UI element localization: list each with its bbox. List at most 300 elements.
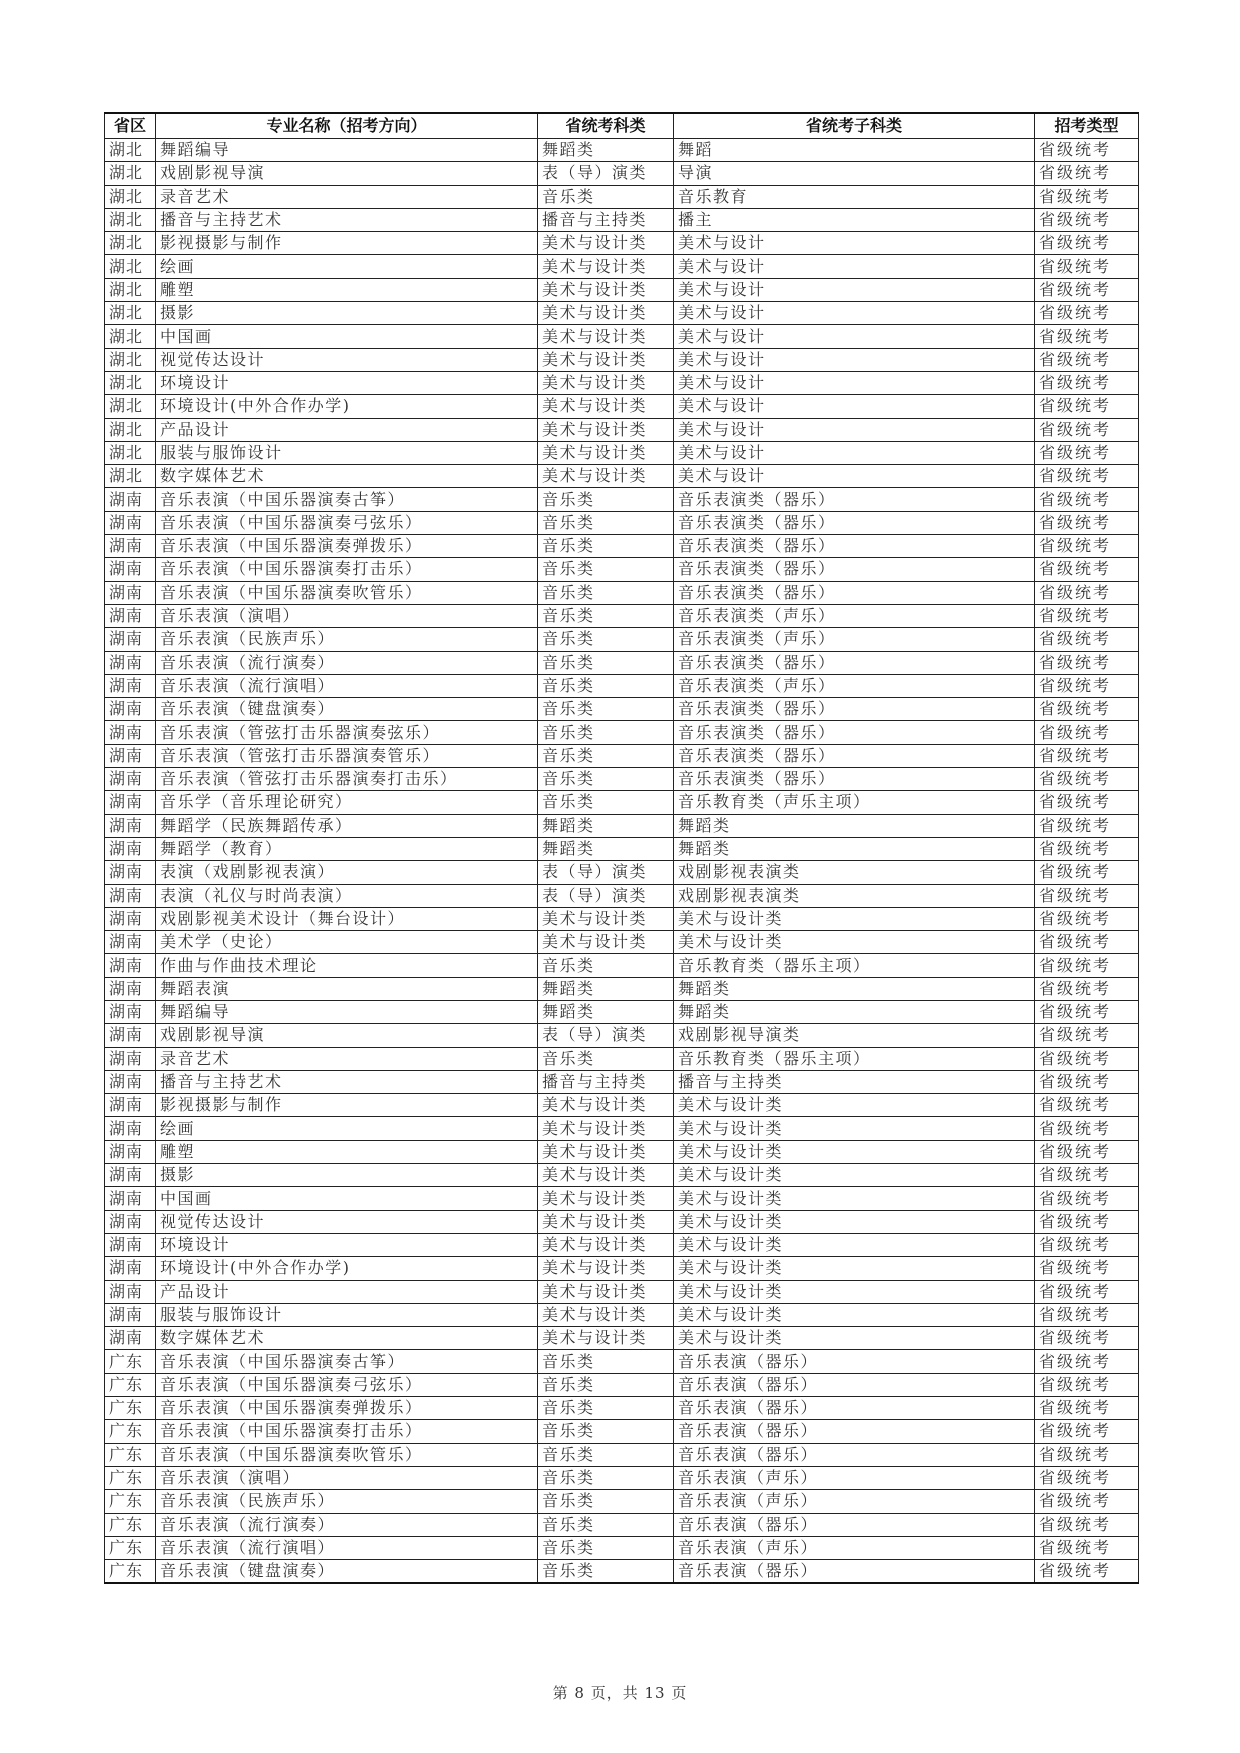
cell-admission-type: 省级统考 [1035,628,1139,651]
cell-exam-subcategory: 音乐表演类（声乐） [674,628,1035,651]
cell-exam-subcategory: 美术与设计 [674,418,1035,441]
cell-province: 湖北 [105,325,156,348]
cell-major: 音乐表演（民族声乐） [156,1490,538,1513]
table-row [105,954,1139,977]
cell-admission-type: 省级统考 [1035,1140,1139,1163]
cell-exam-category: 音乐类 [538,1397,674,1420]
cell-admission-type: 省级统考 [1035,768,1139,791]
table-row [105,1513,1139,1536]
table-row [105,139,1139,162]
table-row [105,1094,1139,1117]
table-row [105,1443,1139,1466]
table-row [105,441,1139,464]
cell-exam-subcategory: 美术与设计类 [674,1140,1035,1163]
cell-major: 音乐表演（中国乐器演奏弓弦乐） [156,511,538,534]
cell-admission-type: 省级统考 [1035,511,1139,534]
cell-major: 音乐表演（键盘演奏） [156,698,538,721]
table-row [105,1280,1139,1303]
cell-exam-subcategory: 音乐表演类（器乐） [674,511,1035,534]
table-row [105,395,1139,418]
cell-exam-subcategory: 音乐表演类（声乐） [674,674,1035,697]
cell-exam-subcategory: 美术与设计 [674,325,1035,348]
cell-province: 湖南 [105,1187,156,1210]
cell-major: 音乐表演（中国乐器演奏打击乐） [156,1420,538,1443]
cell-province: 湖北 [105,278,156,301]
table-row [105,628,1139,651]
cell-admission-type: 省级统考 [1035,651,1139,674]
cell-province: 湖南 [105,954,156,977]
cell-major: 录音艺术 [156,185,538,208]
cell-major: 音乐学（音乐理论研究） [156,791,538,814]
cell-province: 湖北 [105,395,156,418]
cell-exam-category: 美术与设计类 [538,441,674,464]
cell-exam-subcategory: 音乐教育类（声乐主项） [674,791,1035,814]
cell-province: 湖南 [105,1094,156,1117]
cell-province: 湖南 [105,1070,156,1093]
cell-exam-category: 播音与主持类 [538,1070,674,1093]
cell-admission-type: 省级统考 [1035,1443,1139,1466]
table-row [105,1164,1139,1187]
cell-exam-category: 音乐类 [538,1490,674,1513]
cell-exam-category: 音乐类 [538,1466,674,1489]
header-admission-type: 招考类型 [1035,113,1139,139]
table-row [105,1257,1139,1280]
table-row [105,768,1139,791]
cell-province: 湖南 [105,837,156,860]
cell-admission-type: 省级统考 [1035,931,1139,954]
cell-exam-subcategory: 美术与设计 [674,255,1035,278]
cell-admission-type: 省级统考 [1035,185,1139,208]
cell-exam-subcategory: 导演 [674,162,1035,185]
cell-province: 湖南 [105,674,156,697]
header-province: 省区 [105,113,156,139]
cell-admission-type: 省级统考 [1035,604,1139,627]
cell-admission-type: 省级统考 [1035,139,1139,162]
cell-exam-category: 美术与设计类 [538,325,674,348]
table-row [105,1303,1139,1326]
cell-exam-category: 音乐类 [538,558,674,581]
table-row [105,558,1139,581]
cell-exam-subcategory: 美术与设计类 [674,1327,1035,1350]
cell-major: 音乐表演（中国乐器演奏弹拨乐） [156,1397,538,1420]
cell-major: 戏剧影视美术设计（舞台设计） [156,907,538,930]
cell-province: 湖北 [105,418,156,441]
cell-exam-subcategory: 音乐表演（器乐） [674,1513,1035,1536]
cell-exam-subcategory: 舞蹈类 [674,814,1035,837]
cell-exam-category: 音乐类 [538,791,674,814]
table-row [105,1233,1139,1256]
cell-province: 湖北 [105,371,156,394]
table-row [105,1560,1139,1584]
table-row [105,208,1139,231]
cell-exam-subcategory: 美术与设计类 [674,1094,1035,1117]
cell-exam-subcategory: 戏剧影视表演类 [674,884,1035,907]
cell-exam-subcategory: 戏剧影视导演类 [674,1024,1035,1047]
cell-admission-type: 省级统考 [1035,1233,1139,1256]
table-row [105,791,1139,814]
cell-admission-type: 省级统考 [1035,558,1139,581]
cell-exam-category: 表（导）演类 [538,1024,674,1047]
table-row [105,1187,1139,1210]
cell-exam-subcategory: 美术与设计类 [674,1117,1035,1140]
table-row [105,1373,1139,1396]
table-row [105,1420,1139,1443]
cell-admission-type: 省级统考 [1035,977,1139,1000]
cell-major: 产品设计 [156,1280,538,1303]
cell-exam-category: 美术与设计类 [538,395,674,418]
cell-major: 中国画 [156,325,538,348]
cell-exam-subcategory: 美术与设计类 [674,931,1035,954]
cell-admission-type: 省级统考 [1035,1210,1139,1233]
cell-exam-category: 美术与设计类 [538,1164,674,1187]
cell-major: 音乐表演（中国乐器演奏打击乐） [156,558,538,581]
cell-exam-category: 美术与设计类 [538,907,674,930]
cell-exam-subcategory: 音乐表演类（器乐） [674,698,1035,721]
table-row [105,1350,1139,1373]
cell-province: 湖北 [105,185,156,208]
table-row [105,348,1139,371]
cell-province: 广东 [105,1560,156,1584]
cell-major: 舞蹈学（教育） [156,837,538,860]
cell-exam-category: 音乐类 [538,628,674,651]
cell-major: 影视摄影与制作 [156,232,538,255]
cell-major: 环境设计 [156,1233,538,1256]
table-row [105,581,1139,604]
cell-exam-subcategory: 美术与设计类 [674,1280,1035,1303]
cell-province: 湖北 [105,348,156,371]
table-row [105,1117,1139,1140]
cell-exam-category: 美术与设计类 [538,1094,674,1117]
cell-major: 环境设计 [156,371,538,394]
cell-major: 雕塑 [156,278,538,301]
cell-exam-subcategory: 音乐表演（器乐） [674,1560,1035,1584]
table-row [105,418,1139,441]
cell-province: 湖南 [105,1303,156,1326]
cell-exam-category: 舞蹈类 [538,1000,674,1023]
cell-exam-category: 美术与设计类 [538,1280,674,1303]
table-header-row [105,113,1139,139]
table-row [105,884,1139,907]
cell-exam-category: 音乐类 [538,721,674,744]
cell-province: 广东 [105,1490,156,1513]
cell-admission-type: 省级统考 [1035,907,1139,930]
cell-exam-subcategory: 音乐表演类（器乐） [674,558,1035,581]
cell-major: 环境设计(中外合作办学) [156,395,538,418]
cell-admission-type: 省级统考 [1035,535,1139,558]
cell-exam-subcategory: 音乐表演（声乐） [674,1466,1035,1489]
cell-major: 音乐表演（中国乐器演奏古筝） [156,1350,538,1373]
cell-admission-type: 省级统考 [1035,1094,1139,1117]
cell-province: 湖南 [105,977,156,1000]
cell-exam-subcategory: 美术与设计 [674,278,1035,301]
cell-major: 播音与主持艺术 [156,1070,538,1093]
cell-exam-subcategory: 美术与设计类 [674,907,1035,930]
cell-exam-category: 音乐类 [538,185,674,208]
cell-exam-category: 美术与设计类 [538,1210,674,1233]
cell-province: 湖南 [105,744,156,767]
cell-admission-type: 省级统考 [1035,1303,1139,1326]
cell-exam-subcategory: 音乐表演（器乐） [674,1420,1035,1443]
cell-major: 舞蹈学（民族舞蹈传承） [156,814,538,837]
cell-exam-category: 音乐类 [538,1350,674,1373]
cell-admission-type: 省级统考 [1035,348,1139,371]
cell-province: 湖南 [105,558,156,581]
cell-major: 音乐表演（键盘演奏） [156,1560,538,1584]
cell-major: 作曲与作曲技术理论 [156,954,538,977]
cell-exam-category: 音乐类 [538,1513,674,1536]
cell-exam-subcategory: 美术与设计 [674,395,1035,418]
cell-exam-subcategory: 美术与设计类 [674,1257,1035,1280]
table-row [105,744,1139,767]
cell-province: 湖南 [105,814,156,837]
cell-exam-subcategory: 舞蹈类 [674,837,1035,860]
cell-exam-subcategory: 音乐表演类（器乐） [674,535,1035,558]
table-row [105,185,1139,208]
cell-exam-subcategory: 音乐表演（器乐） [674,1397,1035,1420]
cell-exam-category: 美术与设计类 [538,1303,674,1326]
cell-major: 音乐表演（管弦打击乐器演奏弦乐） [156,721,538,744]
enrollment-table [104,112,1139,1584]
cell-major: 音乐表演（管弦打击乐器演奏管乐） [156,744,538,767]
table-row [105,371,1139,394]
cell-admission-type: 省级统考 [1035,674,1139,697]
cell-exam-category: 美术与设计类 [538,1257,674,1280]
cell-admission-type: 省级统考 [1035,1513,1139,1536]
table-row [105,1140,1139,1163]
cell-admission-type: 省级统考 [1035,418,1139,441]
cell-major: 摄影 [156,1164,538,1187]
cell-major: 影视摄影与制作 [156,1094,538,1117]
cell-province: 湖南 [105,1117,156,1140]
table-row [105,907,1139,930]
cell-province: 湖北 [105,255,156,278]
cell-exam-category: 美术与设计类 [538,371,674,394]
cell-exam-category: 音乐类 [538,1373,674,1396]
cell-admission-type: 省级统考 [1035,325,1139,348]
cell-major: 音乐表演（中国乐器演奏古筝） [156,488,538,511]
cell-exam-category: 美术与设计类 [538,278,674,301]
cell-major: 中国画 [156,1187,538,1210]
cell-admission-type: 省级统考 [1035,395,1139,418]
cell-exam-category: 美术与设计类 [538,931,674,954]
cell-province: 湖南 [105,931,156,954]
cell-exam-subcategory: 美术与设计类 [674,1233,1035,1256]
cell-exam-subcategory: 播音与主持类 [674,1070,1035,1093]
page-number: 第 8 页，共 13 页 [552,1684,688,1702]
cell-province: 湖南 [105,698,156,721]
cell-province: 广东 [105,1350,156,1373]
cell-exam-subcategory: 美术与设计类 [674,1210,1035,1233]
cell-major: 服装与服饰设计 [156,1303,538,1326]
cell-exam-subcategory: 播主 [674,208,1035,231]
cell-major: 摄影 [156,302,538,325]
cell-province: 湖南 [105,511,156,534]
cell-admission-type: 省级统考 [1035,1000,1139,1023]
cell-admission-type: 省级统考 [1035,1536,1139,1559]
cell-admission-type: 省级统考 [1035,1373,1139,1396]
cell-admission-type: 省级统考 [1035,232,1139,255]
table-row [105,1024,1139,1047]
table-row [105,232,1139,255]
cell-admission-type: 省级统考 [1035,302,1139,325]
table-row [105,1210,1139,1233]
cell-exam-subcategory: 美术与设计 [674,348,1035,371]
cell-exam-subcategory: 美术与设计 [674,302,1035,325]
cell-province: 湖南 [105,861,156,884]
cell-admission-type: 省级统考 [1035,1327,1139,1350]
cell-exam-subcategory: 音乐表演类（声乐） [674,604,1035,627]
cell-major: 舞蹈编导 [156,139,538,162]
table-row [105,1466,1139,1489]
cell-province: 湖南 [105,1164,156,1187]
cell-major: 雕塑 [156,1140,538,1163]
cell-admission-type: 省级统考 [1035,814,1139,837]
cell-exam-category: 音乐类 [538,1047,674,1070]
cell-province: 湖南 [105,488,156,511]
cell-admission-type: 省级统考 [1035,1047,1139,1070]
cell-province: 湖南 [105,651,156,674]
cell-exam-subcategory: 音乐表演类（器乐） [674,651,1035,674]
cell-exam-subcategory: 美术与设计类 [674,1187,1035,1210]
cell-exam-category: 音乐类 [538,744,674,767]
table-row [105,1397,1139,1420]
cell-exam-subcategory: 美术与设计 [674,232,1035,255]
cell-province: 湖北 [105,139,156,162]
cell-major: 音乐表演（民族声乐） [156,628,538,651]
table-row [105,302,1139,325]
cell-exam-subcategory: 戏剧影视表演类 [674,861,1035,884]
cell-exam-category: 美术与设计类 [538,1187,674,1210]
cell-exam-category: 舞蹈类 [538,139,674,162]
cell-province: 湖南 [105,535,156,558]
cell-admission-type: 省级统考 [1035,371,1139,394]
cell-exam-category: 美术与设计类 [538,348,674,371]
cell-province: 湖北 [105,162,156,185]
cell-exam-subcategory: 舞蹈类 [674,1000,1035,1023]
cell-major: 表演（戏剧影视表演） [156,861,538,884]
cell-major: 产品设计 [156,418,538,441]
cell-exam-category: 音乐类 [538,954,674,977]
cell-admission-type: 省级统考 [1035,162,1139,185]
cell-major: 播音与主持艺术 [156,208,538,231]
cell-major: 音乐表演（中国乐器演奏吹管乐） [156,581,538,604]
cell-province: 湖南 [105,1257,156,1280]
table-row [105,1490,1139,1513]
cell-admission-type: 省级统考 [1035,1490,1139,1513]
cell-exam-category: 舞蹈类 [538,837,674,860]
cell-admission-type: 省级统考 [1035,1466,1139,1489]
cell-province: 湖南 [105,1233,156,1256]
cell-province: 湖北 [105,302,156,325]
cell-province: 湖北 [105,232,156,255]
cell-admission-type: 省级统考 [1035,1164,1139,1187]
cell-admission-type: 省级统考 [1035,1420,1139,1443]
cell-admission-type: 省级统考 [1035,1397,1139,1420]
cell-admission-type: 省级统考 [1035,721,1139,744]
cell-major: 音乐表演（演唱） [156,1466,538,1489]
cell-admission-type: 省级统考 [1035,698,1139,721]
table-row [105,651,1139,674]
cell-major: 音乐表演（演唱） [156,604,538,627]
table-row [105,325,1139,348]
table-row [105,1070,1139,1093]
cell-province: 湖北 [105,208,156,231]
table-row [105,698,1139,721]
cell-exam-subcategory: 美术与设计类 [674,1303,1035,1326]
cell-exam-category: 音乐类 [538,698,674,721]
cell-province: 广东 [105,1420,156,1443]
cell-admission-type: 省级统考 [1035,488,1139,511]
cell-province: 湖南 [105,1280,156,1303]
cell-province: 湖南 [105,1140,156,1163]
cell-province: 广东 [105,1466,156,1489]
cell-exam-category: 表（导）演类 [538,162,674,185]
cell-admission-type: 省级统考 [1035,884,1139,907]
cell-province: 湖南 [105,1000,156,1023]
cell-admission-type: 省级统考 [1035,581,1139,604]
table-row [105,674,1139,697]
cell-exam-subcategory: 音乐表演类（器乐） [674,768,1035,791]
cell-admission-type: 省级统考 [1035,465,1139,488]
cell-admission-type: 省级统考 [1035,1117,1139,1140]
table-row [105,1327,1139,1350]
cell-exam-category: 舞蹈类 [538,814,674,837]
cell-exam-subcategory: 音乐教育类（器乐主项） [674,954,1035,977]
cell-major: 录音艺术 [156,1047,538,1070]
cell-exam-category: 音乐类 [538,1560,674,1584]
cell-exam-category: 舞蹈类 [538,977,674,1000]
table-row [105,721,1139,744]
cell-exam-category: 表（导）演类 [538,861,674,884]
cell-exam-category: 音乐类 [538,1536,674,1559]
table-row [105,1047,1139,1070]
cell-province: 湖南 [105,884,156,907]
cell-major: 音乐表演（流行演奏） [156,651,538,674]
cell-admission-type: 省级统考 [1035,255,1139,278]
cell-major: 戏剧影视导演 [156,1024,538,1047]
cell-major: 绘画 [156,1117,538,1140]
cell-exam-category: 美术与设计类 [538,1327,674,1350]
cell-major: 戏剧影视导演 [156,162,538,185]
cell-admission-type: 省级统考 [1035,1560,1139,1584]
header-major: 专业名称（招考方向） [156,113,538,139]
cell-admission-type: 省级统考 [1035,1257,1139,1280]
cell-major: 舞蹈编导 [156,1000,538,1023]
cell-major: 数字媒体艺术 [156,465,538,488]
cell-exam-subcategory: 舞蹈 [674,139,1035,162]
cell-major: 音乐表演（流行演唱） [156,1536,538,1559]
cell-province: 广东 [105,1397,156,1420]
table-row [105,162,1139,185]
cell-exam-subcategory: 舞蹈类 [674,977,1035,1000]
cell-province: 湖北 [105,465,156,488]
header-exam-subcategory: 省统考子科类 [674,113,1035,139]
table-row [105,535,1139,558]
table-row [105,465,1139,488]
cell-exam-category: 表（导）演类 [538,884,674,907]
cell-major: 环境设计(中外合作办学) [156,1257,538,1280]
cell-exam-subcategory: 音乐表演（声乐） [674,1490,1035,1513]
cell-exam-category: 音乐类 [538,511,674,534]
cell-exam-category: 音乐类 [538,488,674,511]
table-row [105,861,1139,884]
cell-exam-category: 音乐类 [538,674,674,697]
cell-exam-category: 播音与主持类 [538,208,674,231]
cell-admission-type: 省级统考 [1035,1187,1139,1210]
cell-exam-category: 音乐类 [538,768,674,791]
cell-admission-type: 省级统考 [1035,1070,1139,1093]
table-row [105,814,1139,837]
